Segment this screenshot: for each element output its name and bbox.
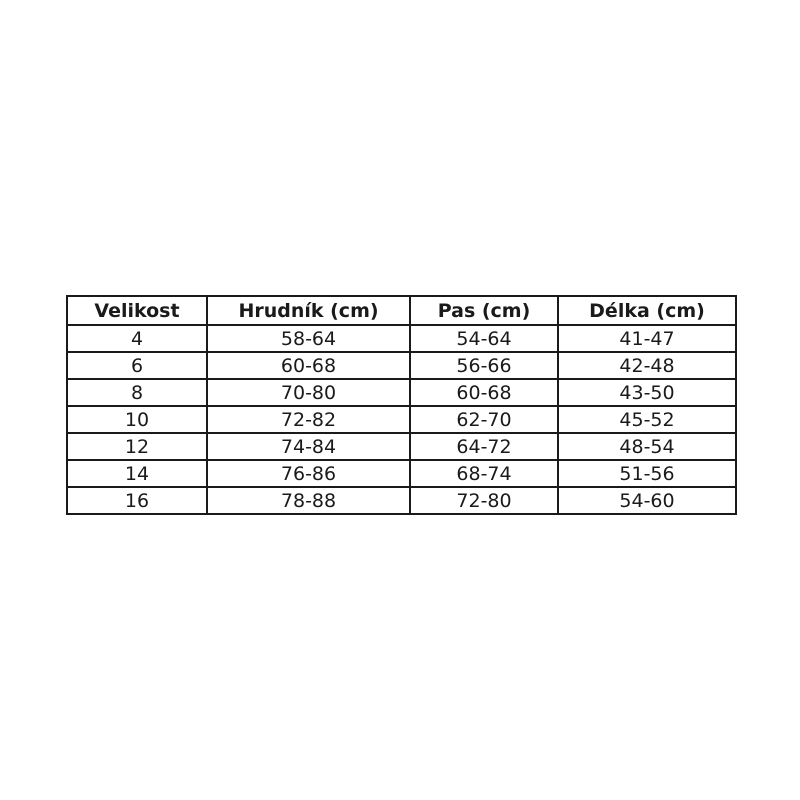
table-cell-size: 12 bbox=[67, 433, 207, 460]
table-cell-size: 8 bbox=[67, 379, 207, 406]
column-header-hrudnik: Hrudník (cm) bbox=[207, 296, 410, 325]
table-row bbox=[67, 487, 736, 514]
table-cell-length: 48-54 bbox=[558, 433, 736, 460]
table-cell-size: 14 bbox=[67, 460, 207, 487]
table-row bbox=[67, 433, 736, 460]
table-cell-length: 42-48 bbox=[558, 352, 736, 379]
table-cell-waist: 64-72 bbox=[410, 433, 558, 460]
table-row bbox=[67, 460, 736, 487]
column-header-velikost: Velikost bbox=[67, 296, 207, 325]
table-cell-waist: 54-64 bbox=[410, 325, 558, 352]
column-header-pas: Pas (cm) bbox=[410, 296, 558, 325]
table-cell-waist: 72-80 bbox=[410, 487, 558, 514]
table-cell-length: 41-47 bbox=[558, 325, 736, 352]
table-cell-size: 16 bbox=[67, 487, 207, 514]
size-chart-table bbox=[66, 295, 737, 515]
table-cell-length: 43-50 bbox=[558, 379, 736, 406]
table-cell-length: 51-56 bbox=[558, 460, 736, 487]
table-cell-chest: 72-82 bbox=[207, 406, 410, 433]
table-cell-length: 45-52 bbox=[558, 406, 736, 433]
table-cell-size: 6 bbox=[67, 352, 207, 379]
column-header-delka: Délka (cm) bbox=[558, 296, 736, 325]
table-cell-chest: 78-88 bbox=[207, 487, 410, 514]
table-row bbox=[67, 406, 736, 433]
table-cell-waist: 60-68 bbox=[410, 379, 558, 406]
table-row bbox=[67, 352, 736, 379]
table-cell-chest: 74-84 bbox=[207, 433, 410, 460]
table-cell-size: 10 bbox=[67, 406, 207, 433]
table-cell-length: 54-60 bbox=[558, 487, 736, 514]
table-cell-size: 4 bbox=[67, 325, 207, 352]
table-cell-waist: 62-70 bbox=[410, 406, 558, 433]
table-cell-waist: 68-74 bbox=[410, 460, 558, 487]
table-cell-chest: 60-68 bbox=[207, 352, 410, 379]
table-row bbox=[67, 379, 736, 406]
table-row bbox=[67, 325, 736, 352]
table-cell-chest: 70-80 bbox=[207, 379, 410, 406]
table-cell-chest: 76-86 bbox=[207, 460, 410, 487]
table-cell-chest: 58-64 bbox=[207, 325, 410, 352]
header-row bbox=[67, 296, 736, 325]
table-cell-waist: 56-66 bbox=[410, 352, 558, 379]
